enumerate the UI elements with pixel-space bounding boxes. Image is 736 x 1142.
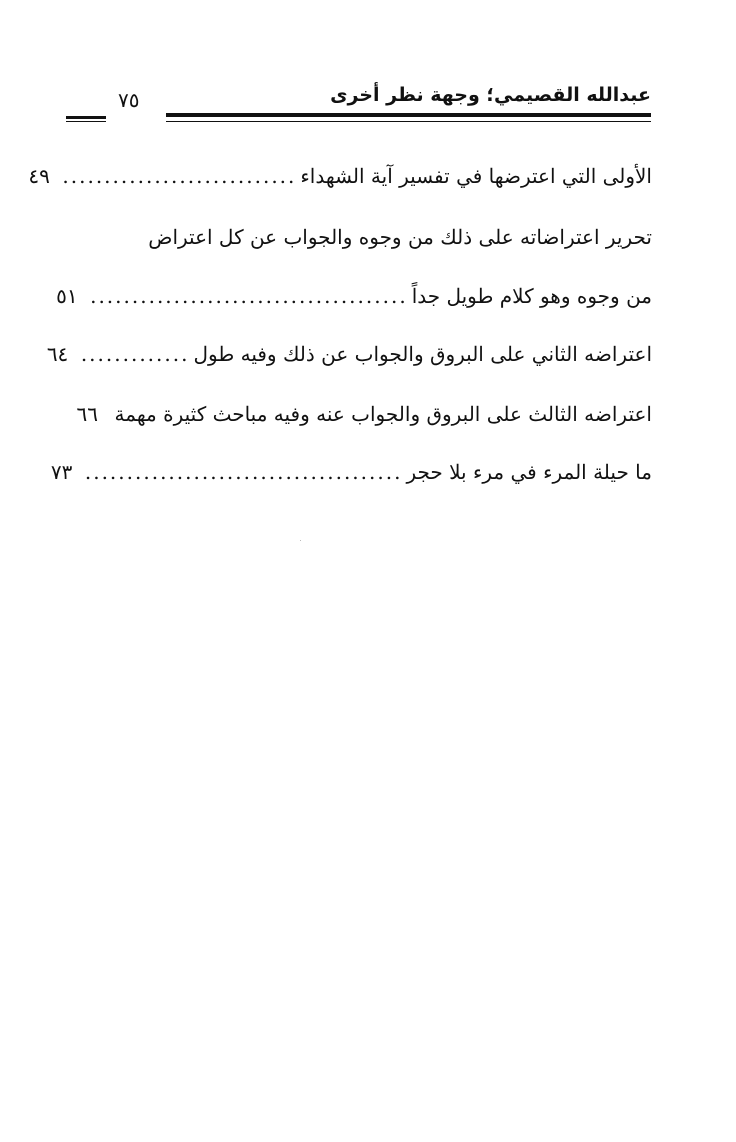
toc-entry-page: ٥١ xyxy=(56,284,78,308)
toc-entry xyxy=(46,342,652,382)
toc-entry xyxy=(56,284,652,324)
running-header-title: عبدالله القصيمي؛ وجهة نظر أخرى xyxy=(330,84,651,106)
toc-entry-page: ٦٤ xyxy=(46,342,69,366)
header-rule-right xyxy=(166,113,651,117)
running-header xyxy=(66,84,651,128)
page-number: ٧٥ xyxy=(118,88,140,112)
toc-leader-dots: ............................ xyxy=(62,164,297,188)
header-rule-left xyxy=(66,116,106,119)
toc-entry-title: الأولى التي اعترضها في تفسير آية الشهداء xyxy=(300,164,652,188)
header-rule-right-thin xyxy=(166,121,651,122)
toc-entry-page: ٦٦ xyxy=(76,402,99,426)
toc-entry-title: اعتراضه الثاني على البروق والجواب عن ذلك وفيه طول xyxy=(193,342,652,366)
toc-entry-title: ما حيلة المرء في مرء بلا حجر xyxy=(406,460,652,484)
scan-speck xyxy=(300,540,301,541)
header-rule-left-thin xyxy=(66,121,106,122)
toc-leader-dots: ...................................... xyxy=(84,460,403,484)
toc-entry-page: ٤٩ xyxy=(28,164,50,188)
toc-entry-title: تحرير اعتراضاته على ذلك من وجوه والجواب عن كل اعتراض xyxy=(148,225,652,249)
toc-leader-dots: ............. xyxy=(80,342,190,366)
toc-entry-page: ٧٣ xyxy=(50,460,73,484)
toc-entry xyxy=(82,225,652,265)
toc-entry xyxy=(76,402,652,442)
toc-entry xyxy=(28,164,652,204)
toc-leader-dots: ...................................... xyxy=(90,284,408,308)
toc-entry xyxy=(50,460,652,500)
toc-entry-title: من وجوه وهو كلام طويل جداً xyxy=(411,284,652,308)
toc-entry-title: اعتراضه الثالث على البروق والجواب عنه وفيه مباحث كثيرة مهمة xyxy=(114,402,652,426)
